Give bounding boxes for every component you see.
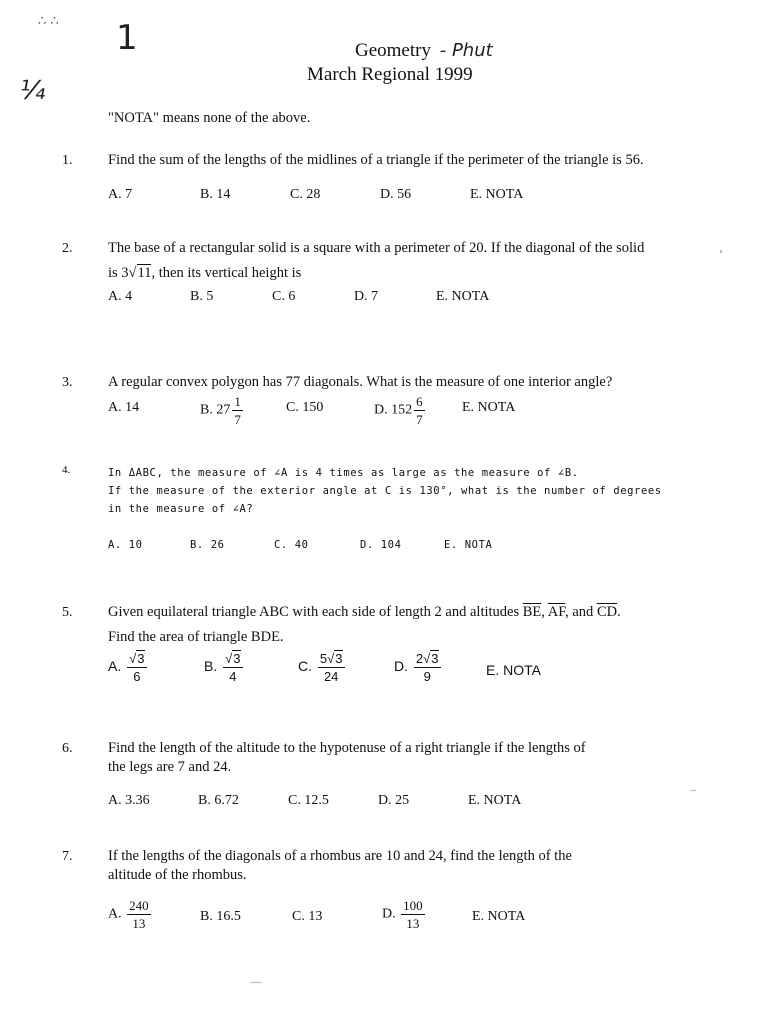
choice-d[interactable] — [394, 652, 441, 683]
choice-b[interactable] — [204, 652, 243, 683]
choice-d[interactable]: D. 7 — [354, 289, 379, 304]
question-number: 3. — [62, 375, 73, 390]
choice-d[interactable] — [374, 395, 425, 426]
separator: , — [541, 604, 548, 620]
question-text: Find the sum of the lengths of the midlines of a triangle if the perimeter of the triangle is 56. — [108, 152, 644, 168]
question-text-line2: altitude of the rhombus. — [108, 867, 247, 883]
choice-b[interactable] — [200, 395, 243, 426]
fraction: $\frac{240}{13}$ — [129, 898, 149, 931]
question-number: 4. — [62, 464, 71, 476]
fraction: $\frac{6}{7}$ — [416, 394, 423, 427]
handwritten-initials: ¼ — [20, 76, 46, 106]
handwritten-page-number: 1 — [116, 18, 138, 58]
question-number: 7. — [62, 849, 73, 864]
choice-b[interactable]: B. 5 — [190, 289, 214, 304]
text-pre: is 3 — [108, 265, 129, 281]
text-post: , then its vertical height is — [151, 265, 302, 281]
question-number: 5. — [62, 605, 73, 620]
choice-d-label: D. — [382, 906, 396, 922]
question-text-line2: the legs are 7 and 24. — [108, 759, 232, 775]
sqrt-symbol: √ — [128, 265, 137, 281]
fraction: $\frac{5√3}{24}$ — [319, 651, 343, 684]
choice-b[interactable]: B. 16.5 — [200, 909, 241, 924]
choice-b-label: B. — [204, 658, 218, 675]
choice-b[interactable]: B. 26 — [190, 539, 225, 551]
scan-speck — [720, 250, 722, 253]
question-text-line3: in the measure of ∠A? — [108, 503, 254, 515]
choice-d-label: D. 152 — [374, 402, 413, 418]
question-number: 1. — [62, 153, 73, 168]
segment-be: $\overline{BE}$ — [522, 604, 542, 620]
choice-a[interactable]: A. 14 — [108, 400, 140, 415]
page-title-row — [355, 40, 493, 62]
choice-e[interactable]: E. NOTA — [444, 539, 493, 551]
question-text-line2 — [108, 263, 708, 284]
choice-d[interactable]: D. 25 — [378, 793, 410, 808]
corner-note: ∴ ∴ — [38, 14, 59, 29]
choice-a-label: A. — [108, 658, 122, 675]
choice-e[interactable]: E. NOTA — [436, 289, 490, 304]
choice-c[interactable]: C. 12.5 — [288, 793, 329, 808]
segment-af: $\overline{AF}$ — [547, 604, 566, 620]
scan-speck — [690, 790, 696, 791]
fraction: $\frac{100}{13}$ — [403, 898, 423, 931]
choice-c[interactable]: C. 28 — [290, 187, 321, 202]
choice-a[interactable] — [108, 899, 151, 930]
choice-d-label: D. — [394, 658, 408, 675]
choice-e[interactable]: E. NOTA — [486, 662, 541, 678]
choice-a[interactable] — [108, 652, 147, 683]
choice-c[interactable]: C. 150 — [286, 400, 324, 415]
choice-d[interactable]: D. 56 — [380, 187, 412, 202]
choice-a-label: A. — [108, 906, 122, 922]
choice-e[interactable]: E. NOTA — [472, 909, 526, 924]
fraction: $\frac{√3}{6}$ — [129, 651, 145, 684]
scan-speck — [250, 982, 262, 983]
choice-c[interactable] — [298, 652, 345, 683]
question-text-line2: If the measure of the exterior angle at C is 130°, what is the number of degrees — [108, 485, 662, 497]
question-text-line1: In ΔABC, the measure of ∠A is 4 times as large as the measure of ∠B. — [108, 467, 579, 479]
text-end: . — [617, 604, 621, 620]
fraction: $\frac{2√3}{9}$ — [415, 651, 439, 684]
question-text-line2: Find the area of triangle BDE. — [108, 629, 284, 645]
page-subtitle: March Regional 1999 — [307, 64, 473, 85]
choice-b[interactable]: B. 14 — [200, 187, 231, 202]
choice-c[interactable]: C. 40 — [274, 539, 309, 551]
radicand: 11 — [137, 265, 152, 281]
choice-c[interactable]: C. 6 — [272, 289, 296, 304]
choice-a[interactable]: A. 10 — [108, 539, 143, 551]
choice-c-label: C. — [298, 658, 312, 675]
title-annotation: - Phut — [439, 40, 493, 61]
text-pre: Given equilateral triangle ABC with each side of length 2 and altitudes — [108, 604, 523, 620]
question-text-line1: If the lengths of the diagonals of a rhombus are 10 and 24, find the length of the — [108, 848, 572, 864]
choice-b[interactable]: B. 6.72 — [198, 793, 239, 808]
choice-e[interactable]: E. NOTA — [462, 400, 516, 415]
choice-b-label: B. 27 — [200, 402, 231, 418]
choice-a[interactable]: A. 4 — [108, 289, 133, 304]
question-number: 6. — [62, 741, 73, 756]
page-title: Geometry — [355, 40, 431, 61]
question-number: 2. — [62, 241, 73, 256]
choice-a[interactable]: A. 3.36 — [108, 793, 150, 808]
choice-d[interactable]: D. 104 — [360, 539, 402, 551]
fraction: $\frac{1}{7}$ — [234, 394, 241, 427]
segment-cd: $\overline{CD}$ — [596, 604, 618, 620]
choice-e[interactable]: E. NOTA — [470, 187, 524, 202]
question-text-line1: The base of a rectangular solid is a square with a perimeter of 20. If the diagonal of the solid — [108, 240, 645, 256]
choice-d[interactable] — [382, 899, 425, 930]
question-text-line1: Find the length of the altitude to the hypotenuse of a right triangle if the lengths of — [108, 740, 586, 756]
intro-text: "NOTA" means none of the above. — [108, 110, 311, 126]
choice-a[interactable]: A. 7 — [108, 187, 133, 202]
question-text: A regular convex polygon has 77 diagonals. What is the measure of one interior angle? — [108, 374, 613, 390]
question-text-line1 — [108, 602, 708, 623]
choice-c[interactable]: C. 13 — [292, 909, 323, 924]
choice-e[interactable]: E. NOTA — [468, 793, 522, 808]
separator: , and — [565, 604, 597, 620]
fraction: $\frac{√3}{4}$ — [225, 651, 241, 684]
